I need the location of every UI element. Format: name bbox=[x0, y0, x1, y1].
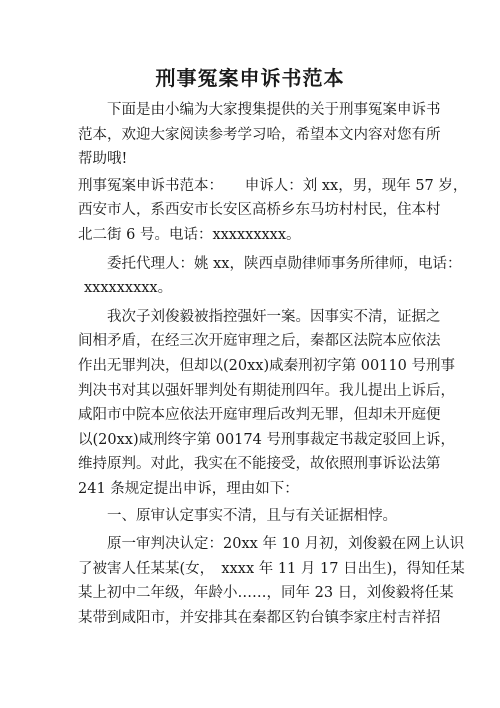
text-line: 241 条规定提出申诉，理由如下： bbox=[78, 480, 299, 497]
text-line: xxxxxxxxx。 bbox=[84, 280, 173, 297]
text-line: 北二街 6 号。电话：xxxxxxxxx。 bbox=[78, 226, 301, 243]
paragraph-petitioner bbox=[78, 174, 468, 248]
text-line: 我次子刘俊毅被指控强奸一案。因事实不清，证据之 bbox=[107, 308, 441, 325]
section-heading: 一、原审认定事实不清，且与有关证据相悖。 bbox=[107, 507, 397, 524]
paragraph-agent bbox=[78, 252, 462, 301]
text-line: 西安市人，系西安市长安区高桥乡东马坊村村民，住本村 bbox=[78, 202, 441, 219]
text-line: 下面是由小编为大家搜集提供的关于刑事冤案申诉书 bbox=[107, 102, 441, 118]
paragraph-case bbox=[78, 305, 455, 502]
text-line: 某上初中二年级，年龄小……，同年 23 日，刘俊毅将任某 bbox=[78, 585, 454, 602]
document-body bbox=[78, 98, 468, 630]
text-line: 委托代理人：姚 xx，陕西卓勋律师事务所律师，电话： bbox=[107, 255, 462, 272]
document-title: 刑事冤案申诉书范本 bbox=[155, 66, 345, 90]
text-line: 帮助哦! bbox=[78, 151, 128, 168]
paragraph-intro bbox=[78, 98, 441, 172]
text-line: 某带到咸阳市，并安排其在秦都区钓台镇李家庄村吉祥招 bbox=[78, 609, 441, 626]
text-line: 判决书对其以强奸罪判处有期徒刑四年。我儿提出上诉后， bbox=[78, 382, 455, 399]
paragraph-reason-1 bbox=[78, 532, 465, 630]
paragraph-reason-heading bbox=[78, 504, 434, 529]
text-line: 原一审判决认定：20xx 年 10 月初，刘俊毅在网上认识 bbox=[107, 536, 465, 553]
text-line: 以(20xx)咸刑终字第 00174 号刑事裁定书裁定驳回上诉， bbox=[78, 431, 455, 448]
text-line: 了被害人任某某(女， xxxx 年 11 月 17 日出生)，得知任某 bbox=[78, 560, 465, 577]
text-line: 作出无罪判决，但却以(20xx)咸秦刑初字第 00110 号刑事 bbox=[78, 357, 455, 374]
text-line: 范本，欢迎大家阅读参考学习哈，希望本文内容对您有所 bbox=[78, 126, 441, 143]
text-line: 维持原判。对此，我实在不能接受，故依照刑事诉讼法第 bbox=[78, 456, 441, 473]
text-line: 刑事冤案申诉书范本： 申诉人：刘 xx，男，现年 57 岁， bbox=[78, 177, 468, 194]
text-line: 间相矛盾，在经三次开庭审理之后，秦都区法院本应依法 bbox=[78, 333, 441, 350]
text-line: 咸阳市中院本应依法开庭审理后改判无罪，但却未开庭便 bbox=[78, 407, 441, 424]
